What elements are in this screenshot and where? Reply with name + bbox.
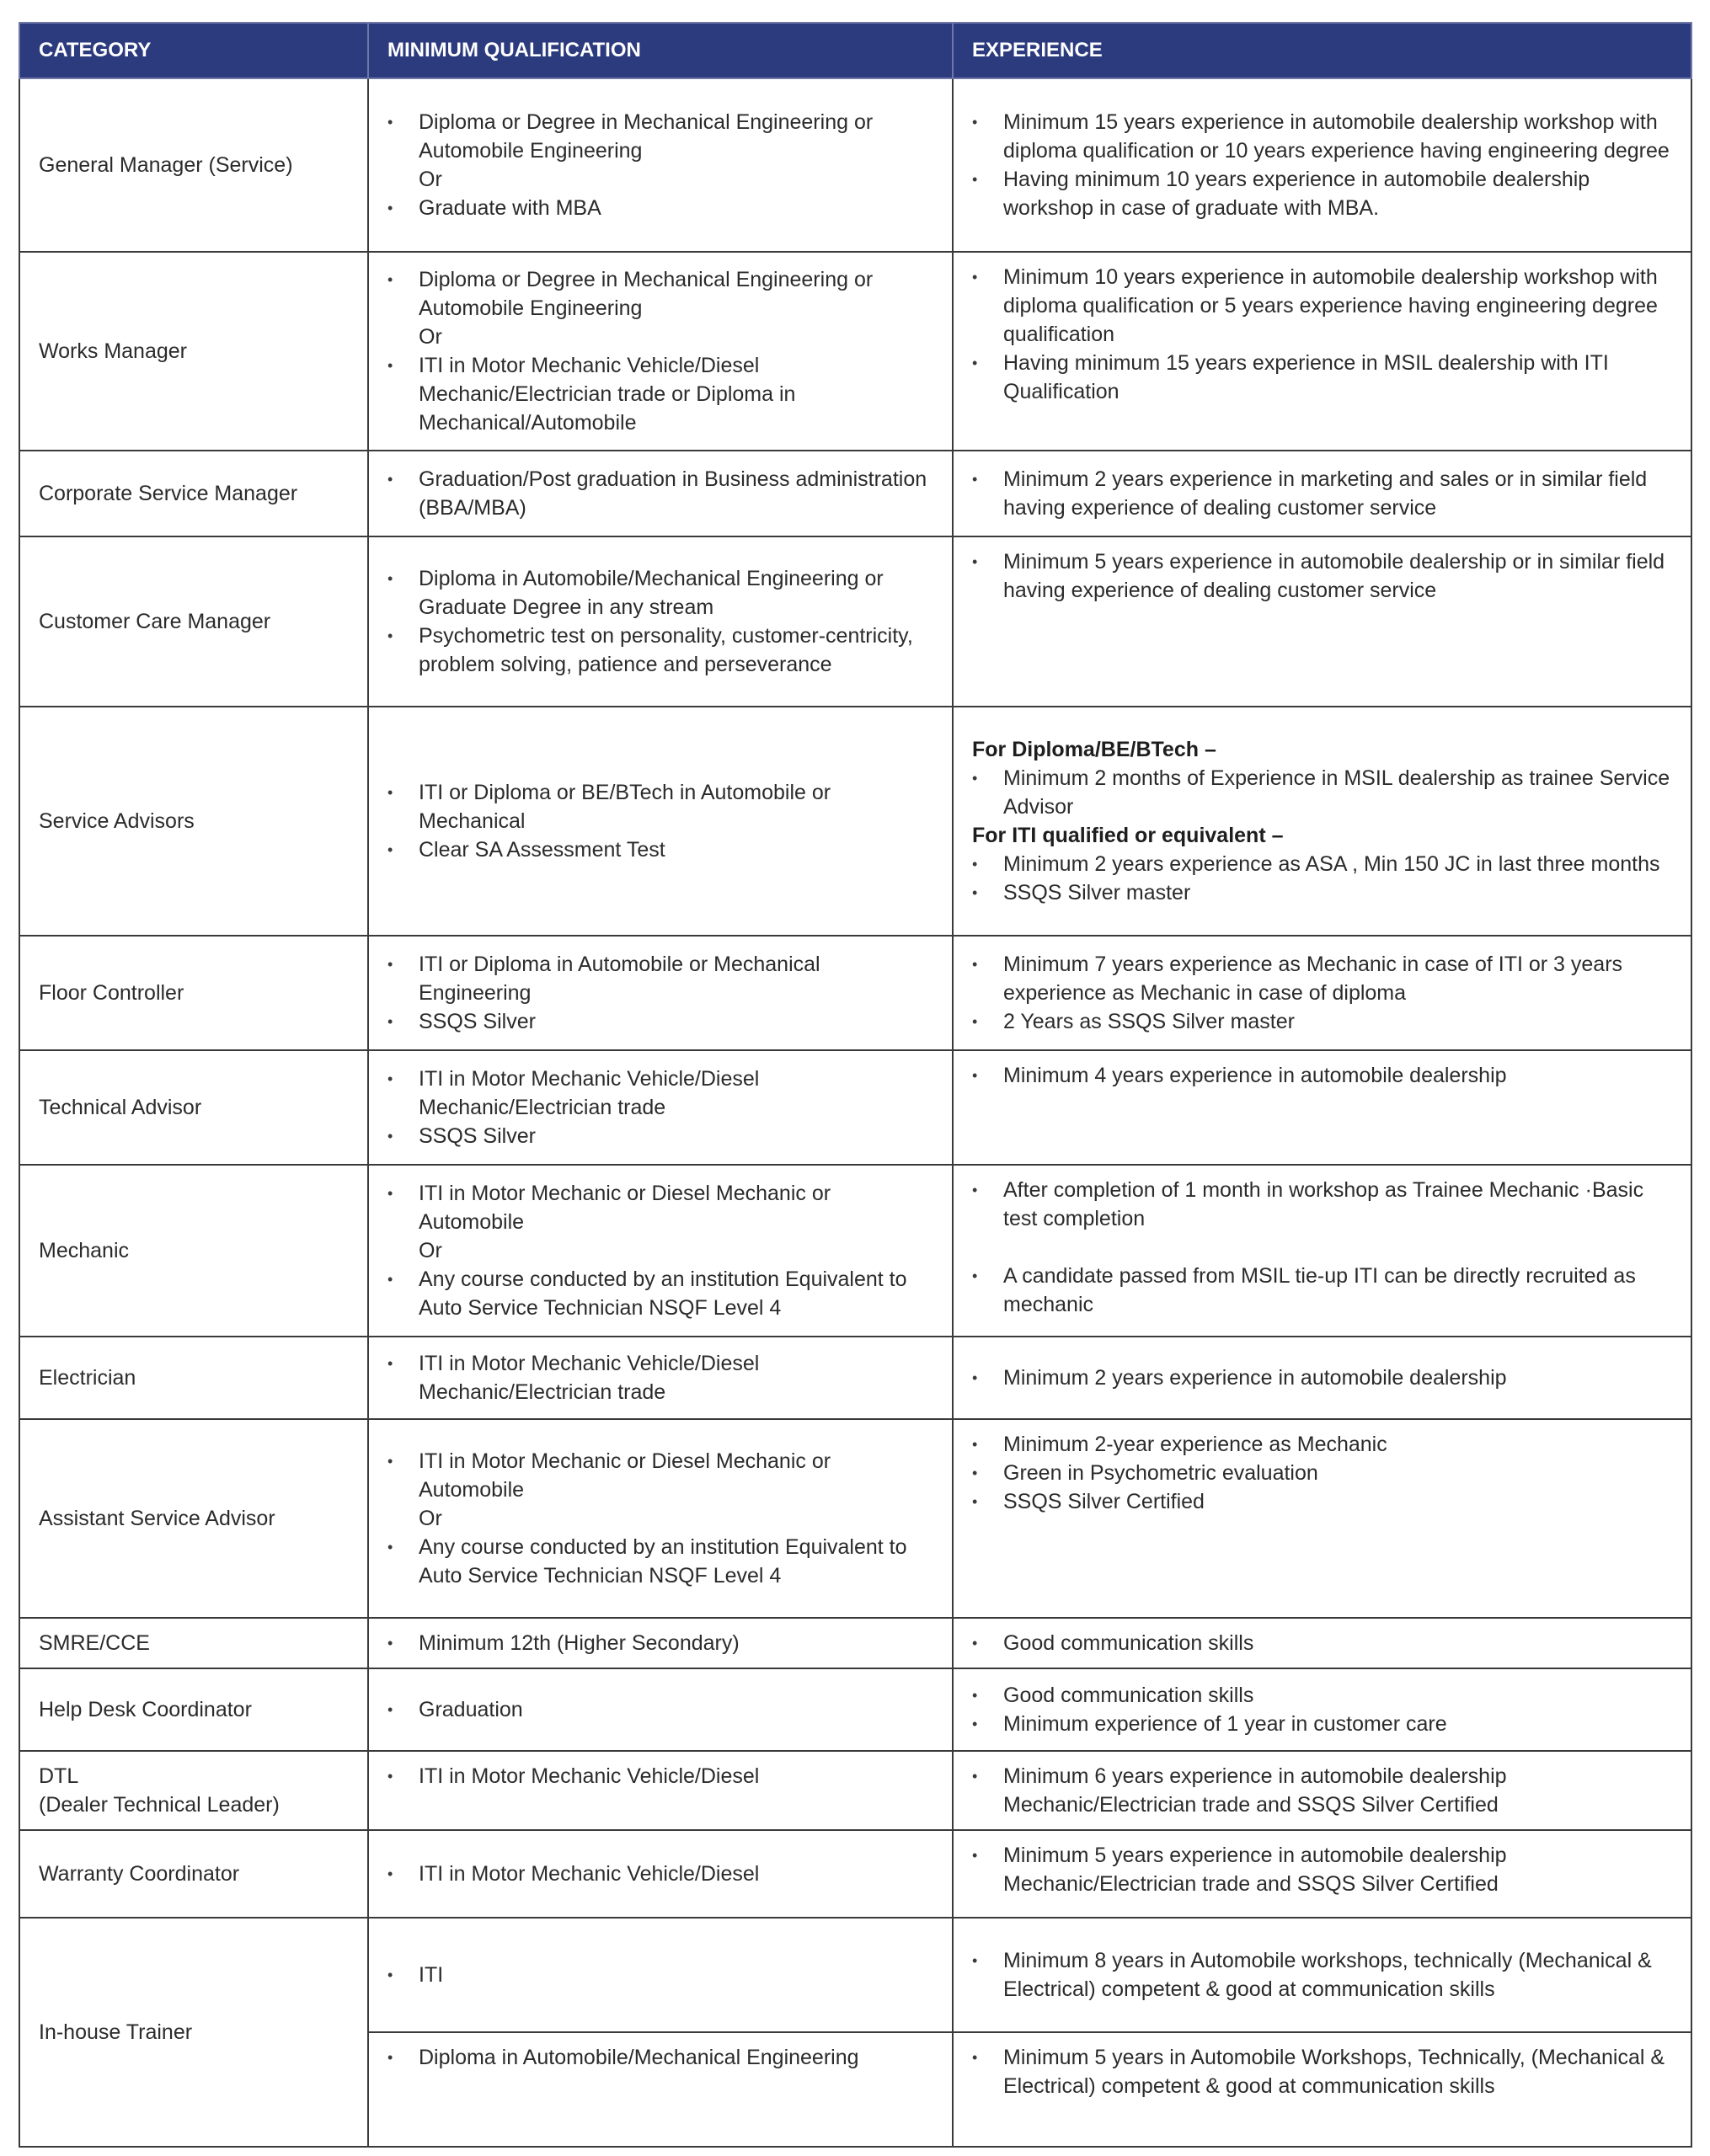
list-item: • Graduation [387, 1695, 933, 1724]
list-item: • Minimum 2-year experience as Mechanic [972, 1430, 1672, 1459]
list-item-or: Or [419, 168, 442, 191]
category-cell: Floor Controller [19, 936, 368, 1050]
qualification-cell [368, 707, 953, 936]
header-experience: EXPERIENCE [953, 23, 1691, 78]
list-item: • Minimum 7 years experience as Mechanic in case of ITI or 3 years experience as Mechanic in case of diploma [972, 950, 1672, 1007]
list-item: • ITI in Motor Mechanic Vehicle/Diesel Mechanic/Electrician trade [387, 1065, 933, 1122]
list-item: • Minimum 4 years experience in automobile dealership [972, 1061, 1672, 1090]
qualification-cell [368, 1918, 953, 2032]
list-item: • SSQS Silver Certified [972, 1487, 1672, 1516]
experience-cell [953, 78, 1691, 252]
list-item: • After completion of 1 month in workshop as Trainee Mechanic ·Basic test completion [972, 1176, 1672, 1233]
list-item: • 2 Years as SSQS Silver master [972, 1007, 1672, 1036]
list-item: • Any course conducted by an institution Equivalent to Auto Service Technician NSQF Level 4 [387, 1265, 933, 1322]
experience-subheading: For Diploma/BE/BTech – [972, 738, 1216, 761]
experience-cell [953, 1918, 1691, 2032]
list-item: • ITI in Motor Mechanic or Diesel Mechanic or Automobile [387, 1447, 933, 1504]
list-item: • Green in Psychometric evaluation [972, 1459, 1672, 1487]
category-cell [19, 1751, 368, 1830]
list-item: • Having minimum 15 years experience in MSIL dealership with ITI Qualification [972, 349, 1672, 406]
list-item: • Graduate with MBA [387, 194, 933, 222]
list-item-or: Or [419, 325, 442, 349]
list-item: • ITI in Motor Mechanic Vehicle/Diesel [387, 1860, 933, 1888]
category-cell: Corporate Service Manager [19, 451, 368, 536]
list-item: • Minimum 15 years experience in automobile dealership workshop with diploma qualification or 10 years experience having engineering degree [972, 108, 1672, 165]
list-item: • Minimum experience of 1 year in customer care [972, 1710, 1672, 1738]
list-item: • Minimum 2 years experience in marketing and sales or in similar field having experience of dealing customer service [972, 465, 1672, 522]
list-item: • ITI in Motor Mechanic or Diesel Mechanic or Automobile [387, 1179, 933, 1236]
table-row [19, 252, 1691, 451]
list-item: • SSQS Silver master [972, 878, 1672, 907]
table-row [19, 1830, 1691, 1918]
category-cell: Electrician [19, 1337, 368, 1419]
list-item: • Minimum 2 months of Experience in MSIL dealership as trainee Service Advisor [972, 764, 1672, 821]
list-item: • Minimum 6 years experience in automobile dealership Mechanic/Electrician trade and SSQS Silver Certified [972, 1762, 1672, 1819]
list-item: • ITI [387, 1961, 933, 1989]
list-item: • Minimum 5 years in Automobile Workshops, Technically, (Mechanical & Electrical) competent & good at communication skills [972, 2043, 1672, 2100]
table-header-row [19, 23, 1691, 78]
category-line: DTL [39, 1764, 79, 1788]
category-cell: Mechanic [19, 1165, 368, 1337]
list-item: • Minimum 8 years in Automobile workshops, technically (Mechanical & Electrical) competent & good at communication skills [972, 1946, 1672, 2004]
table-row [19, 1618, 1691, 1668]
list-item: • Diploma or Degree in Mechanical Engineering or Automobile Engineering [387, 265, 933, 323]
qualification-cell [368, 536, 953, 707]
experience-cell [953, 1165, 1691, 1337]
list-item: • ITI in Motor Mechanic Vehicle/Diesel [387, 1762, 933, 1790]
table-row [19, 1668, 1691, 1751]
table-row [19, 1751, 1691, 1830]
qualification-cell [368, 1618, 953, 1668]
experience-subheading: For ITI qualified or equivalent – [972, 824, 1284, 847]
experience-cell [953, 451, 1691, 536]
qualification-cell [368, 936, 953, 1050]
qualification-cell [368, 78, 953, 252]
list-item: • Graduation/Post graduation in Business administration (BBA/MBA) [387, 465, 933, 522]
table-row [19, 451, 1691, 536]
category-cell: Assistant Service Advisor [19, 1419, 368, 1618]
experience-cell [953, 707, 1691, 936]
qualification-cell [368, 1337, 953, 1419]
table-row [19, 78, 1691, 252]
list-item: • Diploma or Degree in Mechanical Engineering or Automobile Engineering [387, 108, 933, 165]
list-item: • Minimum 2 years experience as ASA , Min 150 JC in last three months [972, 850, 1672, 878]
experience-cell [953, 1751, 1691, 1830]
list-item: • A candidate passed from MSIL tie-up ITI can be directly recruited as mechanic [972, 1262, 1672, 1319]
category-cell: In-house Trainer [19, 1918, 368, 2147]
category-cell: Help Desk Coordinator [19, 1668, 368, 1751]
experience-cell [953, 936, 1691, 1050]
category-cell: Customer Care Manager [19, 536, 368, 707]
qualification-cell [368, 1050, 953, 1165]
category-cell: Technical Advisor [19, 1050, 368, 1165]
experience-cell [953, 1050, 1691, 1165]
category-cell: General Manager (Service) [19, 78, 368, 252]
qualification-cell [368, 1419, 953, 1618]
list-item: • Minimum 12th (Higher Secondary) [387, 1629, 933, 1657]
experience-cell [953, 2032, 1691, 2147]
table-row [19, 1918, 1691, 2032]
table-row [19, 1337, 1691, 1419]
list-item: • Diploma in Automobile/Mechanical Engineering or Graduate Degree in any stream [387, 564, 933, 622]
list-item: • Minimum 5 years experience in automobile dealership Mechanic/Electrician trade and SSQS Silver Certified [972, 1841, 1672, 1898]
header-category: CATEGORY [19, 23, 368, 78]
qualification-cell [368, 1668, 953, 1751]
category-cell: Service Advisors [19, 707, 368, 936]
header-qualification: MINIMUM QUALIFICATION [368, 23, 953, 78]
experience-cell [953, 1618, 1691, 1668]
table-row [19, 536, 1691, 707]
qualification-cell [368, 1165, 953, 1337]
experience-cell [953, 1419, 1691, 1618]
experience-cell [953, 1830, 1691, 1918]
qualification-table [19, 22, 1692, 2148]
list-item: • Minimum 10 years experience in automobile dealership workshop with diploma qualification or 5 years experience having engineering degree qualification [972, 263, 1672, 349]
list-item: • ITI in Motor Mechanic Vehicle/Diesel Mechanic/Electrician trade or Diploma in Mechanical/Automobile [387, 351, 933, 437]
list-item: • SSQS Silver [387, 1122, 933, 1150]
list-item: • Any course conducted by an institution Equivalent to Auto Service Technician NSQF Level 4 [387, 1533, 933, 1590]
table-row [19, 1050, 1691, 1165]
qualification-cell [368, 451, 953, 536]
list-item: • Having minimum 10 years experience in automobile dealership workshop in case of graduate with MBA. [972, 165, 1672, 222]
table-row [19, 1419, 1691, 1618]
category-cell: SMRE/CCE [19, 1618, 368, 1668]
table-row [19, 707, 1691, 936]
table-row [19, 936, 1691, 1050]
experience-cell [953, 536, 1691, 707]
list-item-or: Or [419, 1507, 442, 1530]
list-item: • Good communication skills [972, 1629, 1672, 1657]
qualification-cell [368, 1751, 953, 1830]
list-item: • SSQS Silver [387, 1007, 933, 1036]
list-item: • Diploma in Automobile/Mechanical Engineering [387, 2043, 933, 2072]
list-item: • Minimum 5 years experience in automobile dealership or in similar field having experience of dealing customer service [972, 547, 1672, 605]
category-cell: Warranty Coordinator [19, 1830, 368, 1918]
qualification-cell [368, 252, 953, 451]
list-item: • Psychometric test on personality, customer-centricity, problem solving, patience and perseverance [387, 622, 933, 679]
table-row [19, 1165, 1691, 1337]
list-item: • ITI or Diploma or BE/BTech in Automobile or Mechanical [387, 778, 933, 835]
list-item: • Minimum 2 years experience in automobile dealership [972, 1364, 1672, 1392]
experience-cell [953, 1337, 1691, 1419]
experience-cell [953, 1668, 1691, 1751]
category-cell: Works Manager [19, 252, 368, 451]
category-line: (Dealer Technical Leader) [39, 1793, 280, 1817]
list-item-or: Or [419, 1239, 442, 1262]
list-item: • Clear SA Assessment Test [387, 835, 933, 864]
qualification-cell [368, 2032, 953, 2147]
list-item: • ITI or Diploma in Automobile or Mechanical Engineering [387, 950, 933, 1007]
qualification-cell [368, 1830, 953, 1918]
list-item: • ITI in Motor Mechanic Vehicle/Diesel Mechanic/Electrician trade [387, 1349, 933, 1406]
list-item: • Good communication skills [972, 1681, 1672, 1710]
experience-cell [953, 252, 1691, 451]
